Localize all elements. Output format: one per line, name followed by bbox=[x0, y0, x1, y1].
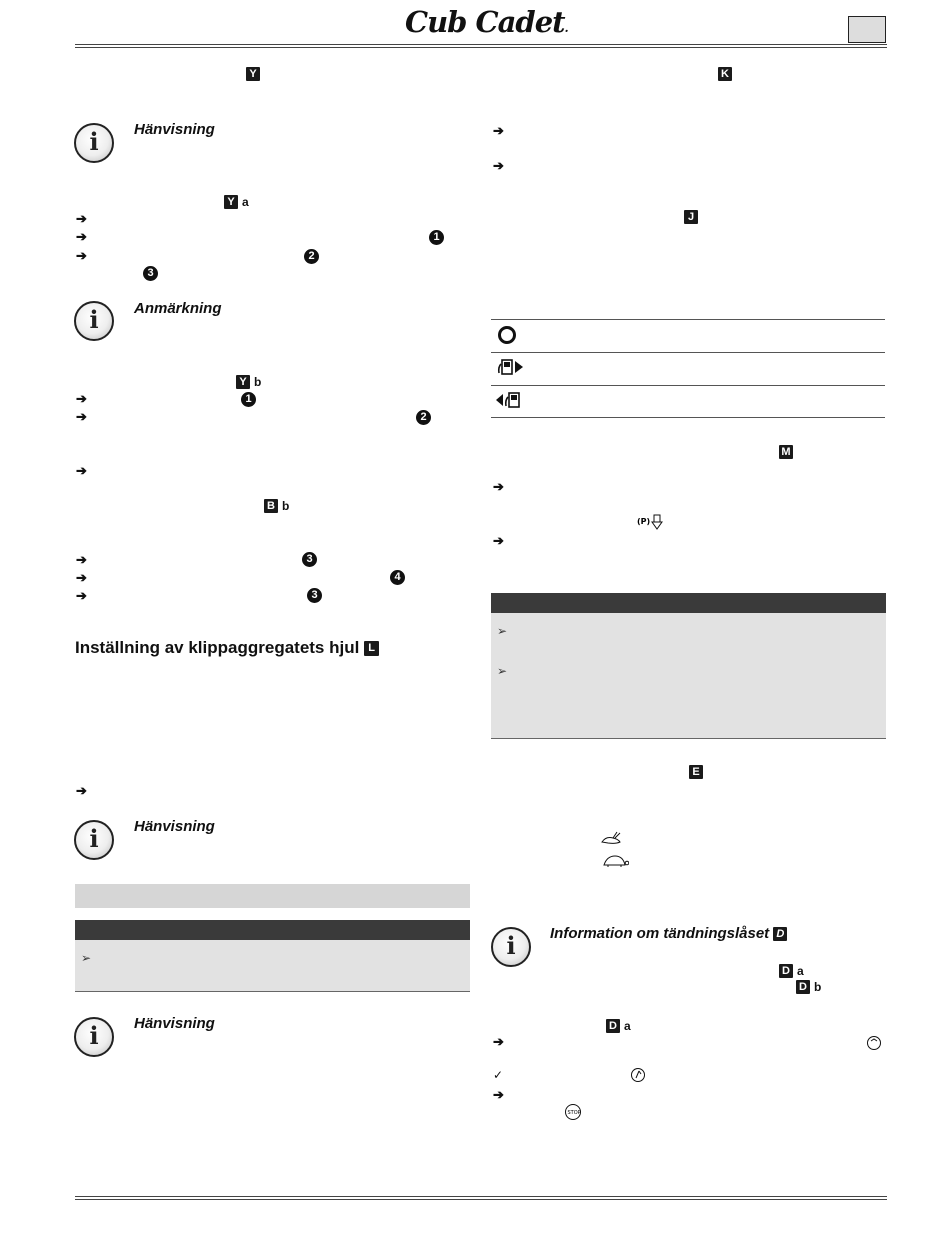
warning-header-bar bbox=[491, 593, 886, 613]
bullet-arrow: ➔ bbox=[493, 158, 504, 173]
svg-text:(P): (P) bbox=[637, 517, 651, 526]
bullet-arrow: ➔ bbox=[76, 570, 87, 585]
bullet-arrow: ➔ bbox=[493, 123, 504, 138]
bullet-arrow: ➔ bbox=[493, 1034, 504, 1049]
note-title: Hänvisning bbox=[134, 818, 215, 835]
bullet-arrow: ➔ bbox=[76, 463, 87, 478]
parking-brake-icon bbox=[637, 514, 669, 535]
bullet-arrow: ➔ bbox=[76, 229, 87, 244]
callout-number: 4 bbox=[390, 570, 405, 585]
warning-header-bar bbox=[75, 920, 470, 940]
turtle-icon bbox=[601, 853, 629, 874]
table-rule bbox=[491, 385, 885, 386]
warning-box-bottom-rule bbox=[75, 991, 470, 992]
figure-label-m: M bbox=[779, 445, 793, 459]
table-rule bbox=[491, 352, 885, 353]
check-mark: ✓ bbox=[493, 1068, 504, 1082]
warning-bullet: ➢ bbox=[81, 951, 92, 965]
figure-ref-b-b: B b bbox=[264, 497, 289, 515]
bullet-arrow: ➔ bbox=[76, 552, 87, 567]
key-position-icon bbox=[866, 1035, 882, 1056]
callout-number: 1 bbox=[429, 230, 444, 245]
figure-ref-d-b: D b bbox=[796, 978, 821, 996]
table-rule bbox=[491, 417, 885, 418]
figure-label-j: J bbox=[684, 210, 698, 224]
fuel-open-icon bbox=[496, 357, 526, 382]
bullet-arrow: ➔ bbox=[76, 248, 87, 263]
info-icon: i bbox=[74, 301, 114, 341]
figure-ref-d-a: D a bbox=[606, 1017, 631, 1035]
figure-ref-y-a: Y a bbox=[224, 193, 249, 211]
callout-number: 2 bbox=[416, 410, 431, 425]
warning-bullet: ➢ bbox=[497, 664, 508, 678]
bullet-arrow: ➔ bbox=[76, 409, 87, 424]
footer-rule-1 bbox=[75, 1196, 887, 1197]
section-heading: Inställning av klippaggregatets hjul L bbox=[75, 638, 379, 658]
callout-number: 3 bbox=[307, 588, 322, 603]
section-bar bbox=[75, 884, 470, 908]
note-title: Anmärkning bbox=[134, 300, 222, 317]
note-title: Hänvisning bbox=[134, 1015, 215, 1032]
bullet-arrow: ➔ bbox=[76, 783, 87, 798]
info-icon: i bbox=[74, 123, 114, 163]
warning-box bbox=[491, 613, 886, 738]
hare-icon bbox=[598, 830, 624, 851]
figure-ref-d-a: D a bbox=[779, 962, 804, 980]
language-tab-box bbox=[848, 16, 886, 43]
warning-box-bottom-rule bbox=[491, 738, 886, 739]
note-title: Information om tändningslåset D bbox=[550, 925, 787, 942]
figure-label-k: K bbox=[718, 67, 732, 81]
callout-number: 2 bbox=[304, 249, 319, 264]
table-rule bbox=[491, 319, 885, 320]
warning-bullet: ➢ bbox=[497, 624, 508, 638]
bullet-arrow: ➔ bbox=[76, 588, 87, 603]
figure-label-y: Y bbox=[246, 67, 260, 81]
bullet-arrow: ➔ bbox=[76, 211, 87, 226]
svg-text:STOP: STOP bbox=[567, 1110, 581, 1116]
bullet-arrow: ➔ bbox=[76, 391, 87, 406]
fuel-closed-icon bbox=[494, 390, 524, 415]
figure-label-e: E bbox=[689, 765, 703, 779]
callout-number: 1 bbox=[241, 392, 256, 407]
brand-logo: Cub Cadet. bbox=[405, 5, 568, 39]
info-icon: i bbox=[74, 820, 114, 860]
bullet-arrow: ➔ bbox=[493, 479, 504, 494]
ignition-icon bbox=[630, 1067, 646, 1088]
callout-number: 3 bbox=[143, 266, 158, 281]
stop-icon bbox=[564, 1103, 582, 1126]
callout-number: 3 bbox=[302, 552, 317, 567]
header-rule-1 bbox=[75, 44, 887, 45]
note-title: Hänvisning bbox=[134, 121, 215, 138]
info-icon: i bbox=[74, 1017, 114, 1057]
footer-rule-2 bbox=[75, 1199, 887, 1200]
circle-icon bbox=[497, 325, 517, 350]
bullet-arrow: ➔ bbox=[493, 1087, 504, 1102]
bullet-arrow: ➔ bbox=[493, 533, 504, 548]
info-icon: i bbox=[491, 927, 531, 967]
warning-box bbox=[75, 940, 470, 991]
header-rule-2 bbox=[75, 47, 887, 48]
figure-ref-y-b: Y b bbox=[236, 373, 261, 391]
